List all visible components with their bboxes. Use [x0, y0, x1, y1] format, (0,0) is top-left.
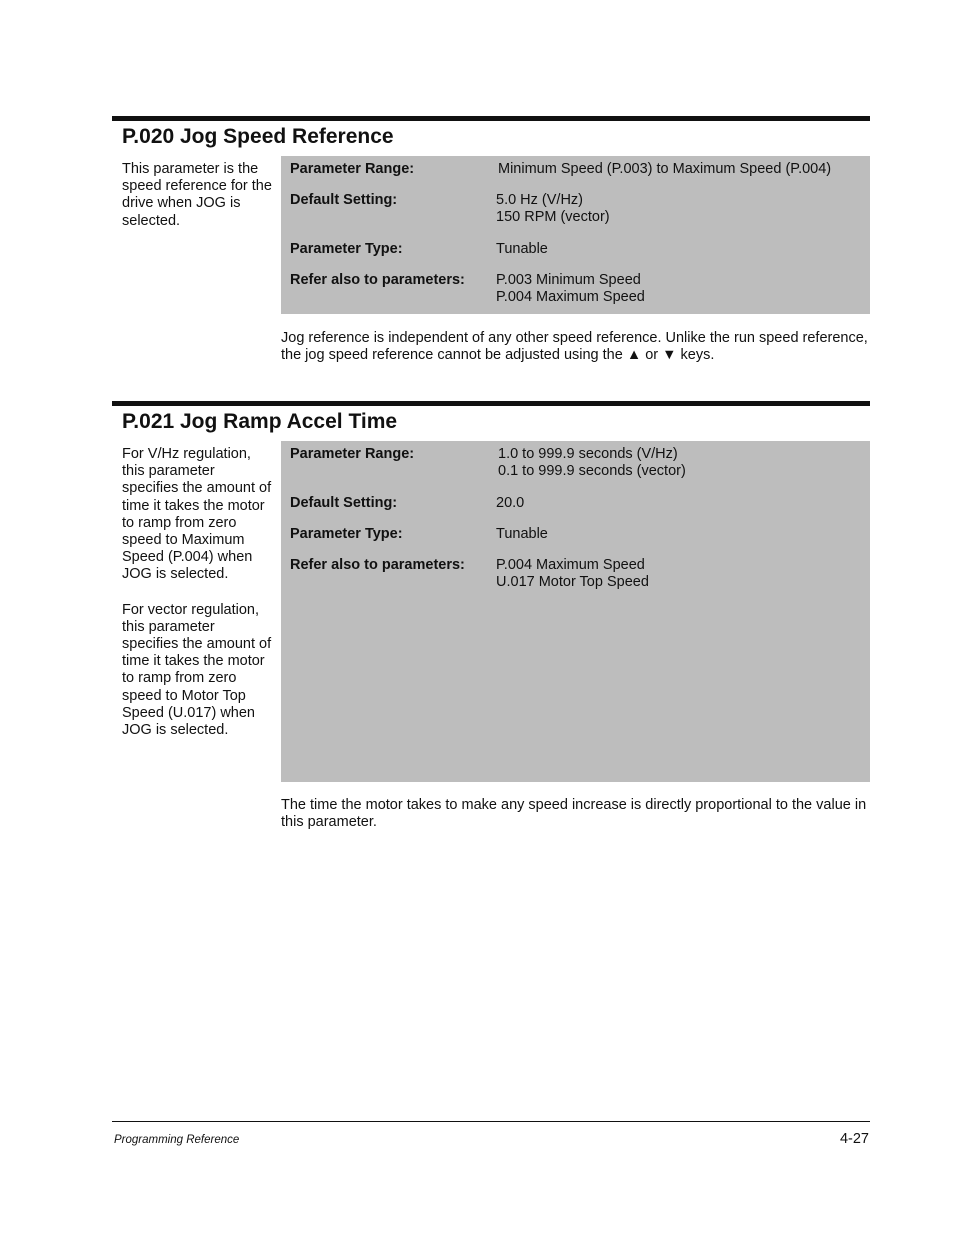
section-note: The time the motor takes to make any speed increase is directly proportional to the value in this parameter.: [281, 797, 867, 831]
section-p021: [112, 401, 870, 831]
footer-rule: [112, 1121, 870, 1122]
description-paragraph: For V/Hz regulation, this parameter specifies the amount of time it takes the motor to ramp from zero speed to Maximum Speed (P.004) when JOG is selected.: [122, 446, 272, 583]
param-type-label: Parameter Type:: [290, 526, 403, 542]
param-refer-value: P.003 Minimum Speed P.004 Maximum Speed: [496, 272, 645, 306]
param-range-label: Parameter Range:: [290, 161, 415, 177]
parameter-box: [281, 441, 870, 782]
footer-section-name: Programming Reference: [114, 1134, 240, 1146]
section-title: P.020 Jog Speed Reference: [122, 125, 394, 148]
section-description: [122, 161, 272, 248]
section-p020: [112, 116, 870, 364]
param-default-value: 5.0 Hz (V/Hz) 150 RPM (vector): [496, 192, 610, 226]
section-title: P.021 Jog Ramp Accel Time: [122, 410, 398, 433]
param-type-value: Tunable: [496, 241, 548, 257]
param-default-value: 20.0: [496, 495, 525, 511]
param-range-label: Parameter Range:: [290, 446, 415, 462]
param-range-value: 1.0 to 999.9 seconds (V/Hz) 0.1 to 999.9 seconds (vector): [498, 446, 686, 480]
description-paragraph: This parameter is the speed reference for the drive when JOG is selected.: [122, 161, 272, 229]
page-number: 4-27: [839, 1131, 869, 1147]
parameter-box: [281, 156, 870, 314]
param-default-label: Default Setting:: [290, 192, 398, 208]
param-type-label: Parameter Type:: [290, 241, 403, 257]
param-type-value: Tunable: [496, 526, 548, 542]
section-description: [122, 446, 272, 757]
param-refer-value: P.004 Maximum Speed U.017 Motor Top Speed: [496, 557, 649, 591]
description-paragraph: For vector regulation, this parameter specifies the amount of time it takes the motor to ramp from zero speed to Motor Top Speed (U.017) when JOG is selected.: [122, 601, 272, 739]
param-refer-label: Refer also to parameters:: [290, 272, 465, 288]
param-range-value: Minimum Speed (P.003) to Maximum Speed (P.004): [498, 161, 832, 177]
param-default-label: Default Setting:: [290, 495, 398, 511]
section-note: Jog reference is independent of any other speed reference. Unlike the run speed reference, the jog speed reference cannot be adjusted using the ▲ or ▼ keys.: [281, 330, 868, 364]
param-refer-label: Refer also to parameters:: [290, 557, 465, 573]
